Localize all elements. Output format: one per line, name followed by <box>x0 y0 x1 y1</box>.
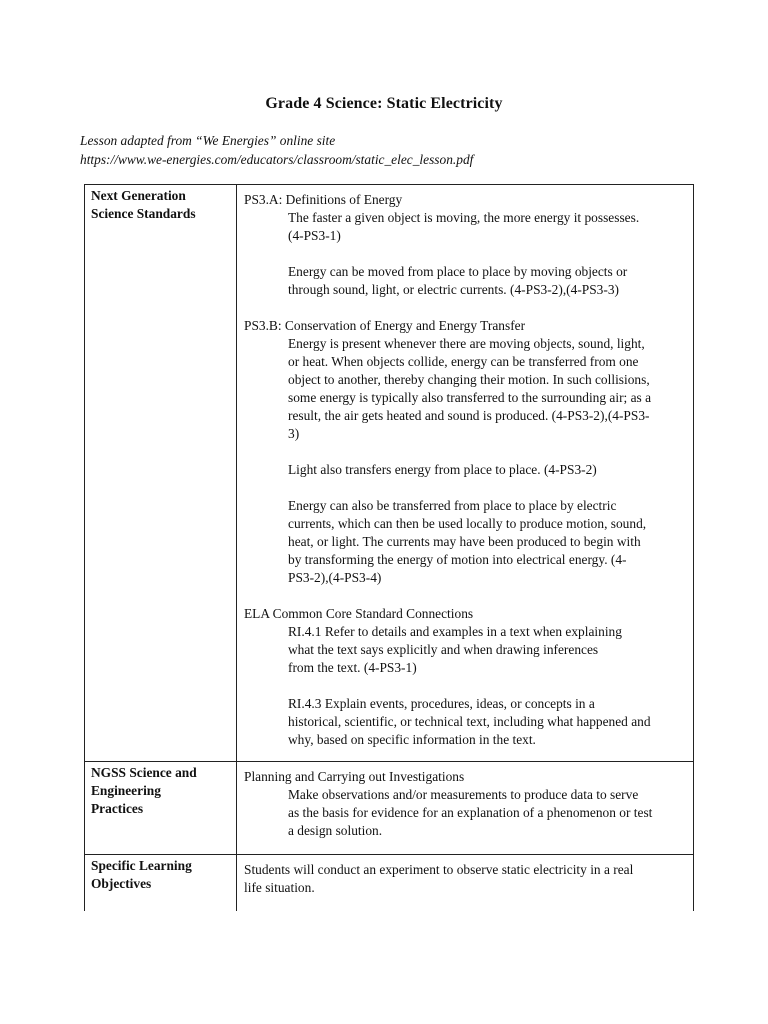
text-line: as the basis for evidence for an explanation of a phenomenon or test <box>288 805 653 820</box>
paragraph <box>288 461 687 479</box>
paragraph <box>288 335 687 443</box>
section-heading: PS3.B: Conservation of Energy and Energy Transfer <box>244 318 526 333</box>
text-line: a design solution. <box>288 823 383 838</box>
text-line: 3) <box>288 426 300 441</box>
table-row-practices <box>85 762 694 855</box>
label-line: Practices <box>91 801 144 816</box>
text-line: RI.4.3 Explain events, procedures, ideas, or concepts in a <box>288 696 595 711</box>
row-label-practices <box>85 762 237 855</box>
paragraph <box>288 497 687 587</box>
section-ps3a <box>244 191 687 299</box>
text-line: Students will conduct an experiment to observe static electricity in a real <box>244 862 634 877</box>
paragraph <box>288 786 687 840</box>
row-label-objectives <box>85 855 237 912</box>
text-line: Energy can also be transferred from place to place by electric <box>288 498 617 513</box>
label-line: Specific Learning <box>91 858 192 873</box>
paragraph <box>288 623 687 677</box>
text-line: or heat. When objects collide, energy can be transferred from one <box>288 354 639 369</box>
text-line: The faster a given object is moving, the more energy it possesses. <box>288 210 640 225</box>
text-line: Energy can be moved from place to place by moving objects or <box>288 264 628 279</box>
source-note <box>80 131 473 169</box>
section-heading: PS3.A: Definitions of Energy <box>244 192 403 207</box>
text-line: Make observations and/or measurements to produce data to serve <box>288 787 639 802</box>
text-line: some energy is typically also transferred to the surrounding air; as a <box>288 390 652 405</box>
label-line: Next Generation <box>91 188 186 203</box>
row-label-standards <box>85 185 237 762</box>
source-url: https://www.we-energies.com/educators/classroom/static_elec_lesson.pdf <box>80 152 474 167</box>
text-line: PS3-2),(4-PS3-4) <box>288 570 382 585</box>
text-line: (4-PS3-1) <box>288 228 341 243</box>
label-line: Objectives <box>91 876 152 891</box>
text-line: RI.4.1 Refer to details and examples in a text when explaining <box>288 624 622 639</box>
paragraph <box>288 209 687 245</box>
text-line: through sound, light, or electric currents. (4-PS3-2),(4-PS3-3) <box>288 282 619 297</box>
text-line: Light also transfers energy from place to place. (4-PS3-2) <box>288 462 597 477</box>
paragraph <box>288 695 687 749</box>
text-line: by transforming the energy of motion into electrical energy. (4- <box>288 552 627 567</box>
row-content-practices <box>237 762 694 855</box>
section-heading: ELA Common Core Standard Connections <box>244 606 474 621</box>
text-line: why, based on specific information in the text. <box>288 732 536 747</box>
label-line: NGSS Science and <box>91 765 197 780</box>
paragraph <box>288 263 687 299</box>
text-line: object to another, thereby changing their motion. In such collisions, <box>288 372 650 387</box>
label-line: Engineering <box>91 783 161 798</box>
section-ps3b <box>244 317 687 587</box>
table-row-objectives <box>85 855 694 912</box>
source-attribution: Lesson adapted from “We Energies” online site <box>80 133 336 148</box>
document-title: Grade 4 Science: Static Electricity <box>265 95 503 112</box>
row-content-standards <box>237 185 694 762</box>
text-line: from the text. (4-PS3-1) <box>288 660 417 675</box>
text-line: historical, scientific, or technical text, including what happened and <box>288 714 651 729</box>
text-line: currents, which can then be used locally to produce motion, sound, <box>288 516 647 531</box>
section-ela <box>244 605 687 749</box>
text-line: what the text says explicitly and when drawing inferences <box>288 642 599 657</box>
text-line: life situation. <box>244 880 315 895</box>
text-line: Energy is present whenever there are moving objects, sound, light, <box>288 336 645 351</box>
lesson-standards-table <box>84 184 694 911</box>
label-line: Science Standards <box>91 206 196 221</box>
table-row-standards <box>85 185 694 762</box>
row-content-objectives <box>237 855 694 912</box>
text-line: result, the air gets heated and sound is produced. (4-PS3-2),(4-PS3- <box>288 408 650 423</box>
text-line: heat, or light. The currents may have been produced to begin with <box>288 534 641 549</box>
section-heading: Planning and Carrying out Investigations <box>244 769 465 784</box>
